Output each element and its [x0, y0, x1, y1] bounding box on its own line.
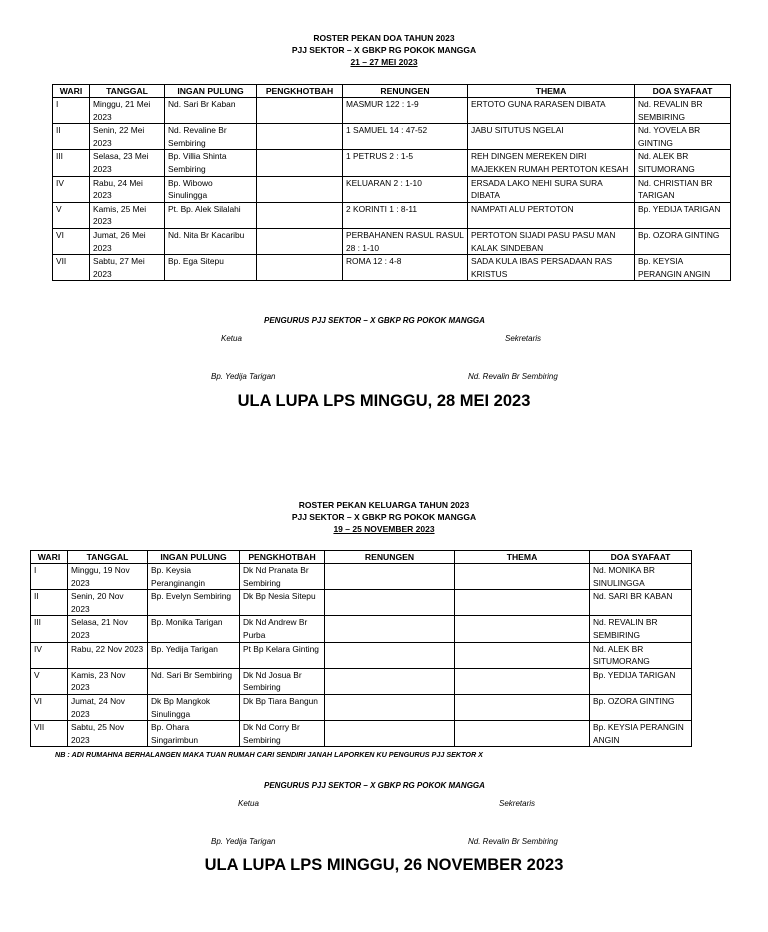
- roster1-pengurus: PENGURUS PJJ SEKTOR – X GBKP RG POKOK MANGGA: [264, 316, 485, 325]
- table-cell: III: [53, 150, 90, 176]
- roster1-table: [52, 84, 731, 281]
- table-cell: Selasa, 21 Nov 2023: [68, 616, 148, 642]
- table-cell: Rabu, 24 Mei 2023: [90, 176, 165, 202]
- roster1-body: [53, 98, 731, 281]
- table-cell: Dk Bp Nesia Sitepu: [240, 590, 325, 616]
- table-cell: Bp. Monika Tarigan: [148, 616, 240, 642]
- table-cell: Rabu, 22 Nov 2023: [68, 642, 148, 668]
- roster2-header: [0, 499, 768, 535]
- table-cell: Nd. Nita Br Kacaribu: [165, 228, 257, 254]
- table-row: [53, 98, 731, 124]
- table-cell: Bp. KEYSIA PERANGIN ANGIN: [635, 255, 731, 281]
- table-cell: II: [31, 590, 68, 616]
- table-cell: Bp. Villia Shinta Sembiring: [165, 150, 257, 176]
- table-row: [53, 124, 731, 150]
- table-cell: Dk Nd Pranata Br Sembiring: [240, 564, 325, 590]
- roster2-dates: 19 – 25 NOVEMBER 2023: [333, 524, 435, 534]
- table-cell: 1 PETRUS 2 : 1-5: [343, 150, 468, 176]
- column-header: DOA SYAFAAT: [635, 85, 731, 98]
- table-cell: Dk Bp Mangkok Sinulingga: [148, 694, 240, 720]
- table-row: [31, 616, 692, 642]
- table-cell: Nd. Revaline Br Sembiring: [165, 124, 257, 150]
- table-cell: [455, 564, 590, 590]
- roster2-header-row: [31, 551, 692, 564]
- table-cell: Minggu, 19 Nov 2023: [68, 564, 148, 590]
- table-row: [53, 176, 731, 202]
- table-cell: [455, 590, 590, 616]
- table-cell: Dk Nd Josua Br Sembiring: [240, 668, 325, 694]
- table-cell: Nd. MONIKA BR SINULINGGA: [590, 564, 692, 590]
- roster2-note: NB : ADI RUMAHNA BERHALANGEN MAKA TUAN RUMAH CARI SENDIRI JANAH LAPORKEN KU PENGURUS PJJ SEKTOR X: [55, 750, 483, 759]
- table-cell: Bp. YEDIJA TARIGAN: [635, 202, 731, 228]
- table-row: [31, 642, 692, 668]
- roster1-header: [0, 32, 768, 68]
- table-cell: SADA KULA IBAS PERSADAAN RAS KRISTUS: [468, 255, 635, 281]
- column-header: WARI: [53, 85, 90, 98]
- table-cell: III: [31, 616, 68, 642]
- roster2-table: [30, 550, 692, 747]
- table-cell: [325, 642, 455, 668]
- table-cell: [455, 616, 590, 642]
- table-cell: Bp. Yedija Tarigan: [148, 642, 240, 668]
- table-cell: Minggu, 21 Mei 2023: [90, 98, 165, 124]
- table-cell: [257, 98, 343, 124]
- table-cell: Jumat, 26 Mei 2023: [90, 228, 165, 254]
- table-cell: [257, 202, 343, 228]
- roster1-sekretaris-name: Nd. Revalin Br Sembiring: [468, 372, 558, 381]
- table-cell: [455, 721, 590, 747]
- table-cell: Dk Bp Tiara Bangun: [240, 694, 325, 720]
- column-header: TANGGAL: [68, 551, 148, 564]
- table-cell: Selasa, 23 Mei 2023: [90, 150, 165, 176]
- table-cell: ERSADA LAKO NEHI SURA SURA DIBATA: [468, 176, 635, 202]
- table-cell: PERBAHANEN RASUL RASUL 28 : 1-10: [343, 228, 468, 254]
- roster2-body: [31, 564, 692, 747]
- table-cell: [257, 255, 343, 281]
- roster2-ketua-label: Ketua: [238, 799, 259, 808]
- table-cell: KELUARAN 2 : 1-10: [343, 176, 468, 202]
- table-row: [31, 694, 692, 720]
- table-cell: Jumat, 24 Nov 2023: [68, 694, 148, 720]
- table-cell: [325, 564, 455, 590]
- table-cell: Dk Nd Corry Br Sembiring: [240, 721, 325, 747]
- column-header: RENUNGEN: [325, 551, 455, 564]
- column-header: INGAN PULUNG: [148, 551, 240, 564]
- table-cell: II: [53, 124, 90, 150]
- column-header: INGAN PULUNG: [165, 85, 257, 98]
- table-cell: Bp. KEYSIA PERANGIN ANGIN: [590, 721, 692, 747]
- table-row: [53, 255, 731, 281]
- table-cell: VII: [53, 255, 90, 281]
- table-cell: Bp. Ega Sitepu: [165, 255, 257, 281]
- table-cell: [455, 642, 590, 668]
- roster2-footer: ULA LUPA LPS MINGGU, 26 NOVEMBER 2023: [204, 856, 564, 874]
- table-row: [31, 668, 692, 694]
- table-cell: Sabtu, 27 Mei 2023: [90, 255, 165, 281]
- column-header: TANGGAL: [90, 85, 165, 98]
- table-cell: Nd. CHRISTIAN BR TARIGAN: [635, 176, 731, 202]
- roster1-subtitle: PJJ SEKTOR – X GBKP RG POKOK MANGGA: [291, 45, 477, 55]
- table-cell: Bp. Keysia Peranginangin: [148, 564, 240, 590]
- table-cell: Senin, 22 Mei 2023: [90, 124, 165, 150]
- table-cell: Sabtu, 25 Nov 2023: [68, 721, 148, 747]
- roster2-sekretaris-label: Sekretaris: [499, 799, 536, 808]
- roster2-title: ROSTER PEKAN KELUARGA TAHUN 2023: [298, 500, 470, 510]
- table-cell: [325, 590, 455, 616]
- table-cell: Nd. ALEK BR SITUMORANG: [590, 642, 692, 668]
- column-header: WARI: [31, 551, 68, 564]
- table-cell: Pt. Bp. Alek Silalahi: [165, 202, 257, 228]
- table-cell: V: [31, 668, 68, 694]
- table-cell: IV: [53, 176, 90, 202]
- table-cell: Bp. Wibowo Sinulingga: [165, 176, 257, 202]
- table-cell: ERTOTO GUNA RARASEN DIBATA: [468, 98, 635, 124]
- roster1-title: ROSTER PEKAN DOA TAHUN 2023: [313, 33, 455, 43]
- roster2-ketua-name: Bp. Yedija Tarigan: [211, 837, 276, 846]
- table-cell: MASMUR 122 : 1-9: [343, 98, 468, 124]
- table-cell: Senin, 20 Nov 2023: [68, 590, 148, 616]
- table-cell: [257, 124, 343, 150]
- table-cell: Nd. YOVELA BR GINTING: [635, 124, 731, 150]
- table-cell: Bp. OZORA GINTING: [590, 694, 692, 720]
- table-cell: Pt Bp Kelara Ginting: [240, 642, 325, 668]
- table-cell: Bp. Evelyn Sembiring: [148, 590, 240, 616]
- table-cell: I: [31, 564, 68, 590]
- roster1-ketua-name: Bp. Yedija Tarigan: [211, 372, 276, 381]
- table-cell: ROMA 12 : 4-8: [343, 255, 468, 281]
- table-cell: Nd. Sari Br Sembiring: [148, 668, 240, 694]
- table-cell: Dk Nd Andrew Br Purba: [240, 616, 325, 642]
- table-cell: Nd. REVALIN BR SEMBIRING: [590, 616, 692, 642]
- table-cell: Nd. Sari Br Kaban: [165, 98, 257, 124]
- table-cell: Nd. REVALIN BR SEMBIRING: [635, 98, 731, 124]
- table-cell: Nd. SARI BR KABAN: [590, 590, 692, 616]
- table-cell: I: [53, 98, 90, 124]
- column-header: THEMA: [455, 551, 590, 564]
- table-cell: Bp. YEDIJA TARIGAN: [590, 668, 692, 694]
- column-header: RENUNGEN: [343, 85, 468, 98]
- table-cell: Bp. Ohara Singarimbun: [148, 721, 240, 747]
- roster1-sekretaris-label: Sekretaris: [505, 334, 542, 343]
- table-cell: V: [53, 202, 90, 228]
- table-cell: [257, 176, 343, 202]
- table-cell: VI: [53, 228, 90, 254]
- roster1-header-row: [53, 85, 731, 98]
- table-cell: [455, 668, 590, 694]
- table-cell: [325, 694, 455, 720]
- table-cell: 1 SAMUEL 14 : 47-52: [343, 124, 468, 150]
- table-cell: 2 KORINTI 1 : 8-11: [343, 202, 468, 228]
- table-cell: Kamis, 25 Mei 2023: [90, 202, 165, 228]
- table-cell: JABU SITUTUS NGELAI: [468, 124, 635, 150]
- table-cell: Bp. OZORA GINTING: [635, 228, 731, 254]
- roster2-subtitle: PJJ SEKTOR – X GBKP RG POKOK MANGGA: [291, 512, 477, 522]
- table-cell: [257, 150, 343, 176]
- column-header: PENGKHOTBAH: [257, 85, 343, 98]
- table-row: [53, 150, 731, 176]
- column-header: DOA SYAFAAT: [590, 551, 692, 564]
- table-cell: [325, 616, 455, 642]
- table-cell: IV: [31, 642, 68, 668]
- table-cell: [257, 228, 343, 254]
- column-header: PENGKHOTBAH: [240, 551, 325, 564]
- table-cell: [325, 721, 455, 747]
- table-cell: PERTOTON SIJADI PASU PASU MAN KALAK SINDEBAN: [468, 228, 635, 254]
- table-cell: [325, 668, 455, 694]
- table-row: [53, 202, 731, 228]
- table-row: [31, 590, 692, 616]
- table-cell: REH DINGEN MEREKEN DIRI MAJEKKEN RUMAH PERTOTON KESAH: [468, 150, 635, 176]
- table-row: [31, 721, 692, 747]
- roster2-pengurus: PENGURUS PJJ SEKTOR – X GBKP RG POKOK MANGGA: [264, 781, 485, 790]
- column-header: THEMA: [468, 85, 635, 98]
- roster1-ketua-label: Ketua: [221, 334, 242, 343]
- table-cell: Kamis, 23 Nov 2023: [68, 668, 148, 694]
- roster1-dates: 21 – 27 MEI 2023: [350, 57, 418, 67]
- table-cell: [455, 694, 590, 720]
- roster1-footer: ULA LUPA LPS MINGGU, 28 MEI 2023: [237, 392, 531, 410]
- table-cell: NAMPATI ALU PERTOTON: [468, 202, 635, 228]
- roster2-sekretaris-name: Nd. Revalin Br Sembiring: [468, 837, 558, 846]
- table-cell: VII: [31, 721, 68, 747]
- table-cell: Nd. ALEK BR SITUMORANG: [635, 150, 731, 176]
- table-row: [53, 228, 731, 254]
- table-row: [31, 564, 692, 590]
- table-cell: VI: [31, 694, 68, 720]
